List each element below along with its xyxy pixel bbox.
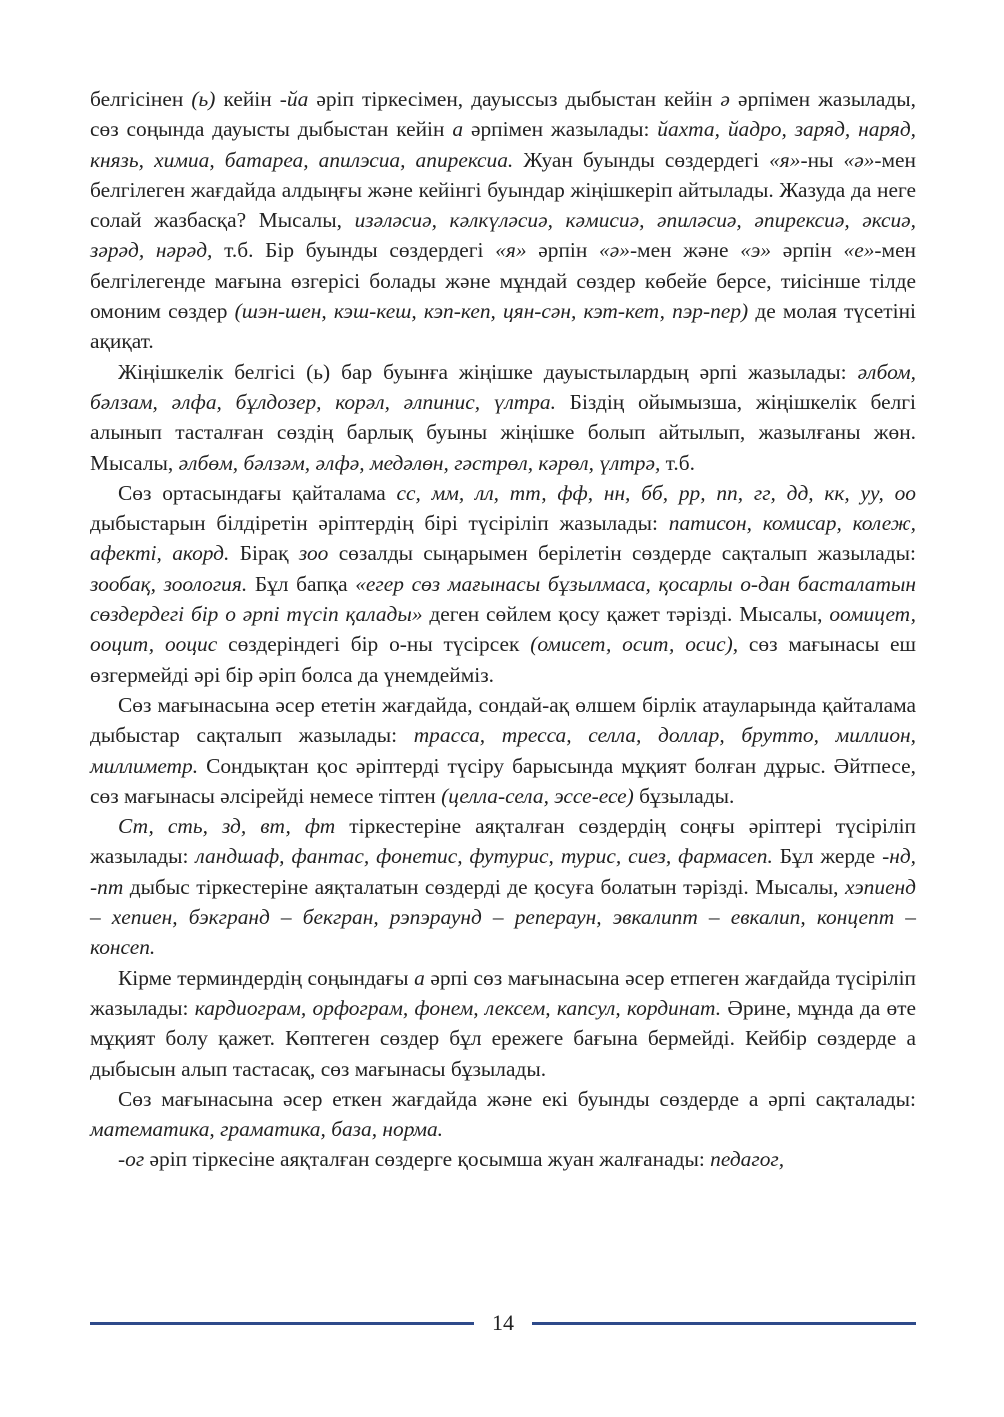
- italic-text: педагог,: [710, 1147, 785, 1172]
- italic-text: математика, граматика, база, норма.: [90, 1117, 444, 1142]
- text-run: Біздің ойымызша, жіңішкелік белгі алынып тасталған сөздің барлық буыны жіңішке болып айтылып, жазылғаны жөн. Мысалы,: [90, 389, 916, 475]
- italic-text: «я»: [495, 238, 527, 263]
- text-run: сөздеріндегі бір о-ны түсірсек: [217, 632, 531, 657]
- text-run: Кірме терминдердің соңындағы: [118, 965, 415, 990]
- text-run: Әрине, мұнда да өте мұқият болу қажет. Көптеген сөздер бұл ережеге бағына бермейді. Кейбір сөздерде а дыбысын алып тастасақ, сөз мағынасы бұзылады.: [90, 995, 916, 1081]
- italic-text: «э»: [740, 238, 772, 263]
- italic-text: -ог: [118, 1147, 145, 1172]
- italic-text: йахта, йадро, заряд, наряд, князь, химиа, батареа, апилэсиа, апирексиа.: [90, 117, 917, 172]
- text-run: Сөз мағынасына әсер еткен жағдайда және екі буынды сөздерде а әрпі сақталады:: [118, 1086, 916, 1111]
- footer-rule-left: [90, 1322, 474, 1325]
- text-run: бұзылады.: [633, 783, 735, 808]
- footer-rule-right: [532, 1322, 916, 1325]
- paragraph: [90, 690, 916, 811]
- italic-text: сс, мм, лл, тт, фф, нн, бб, рр, пп, гг, дд, кк, уу, оо: [396, 480, 916, 505]
- text-run: Сөз ортасындағы қайталама: [118, 480, 397, 505]
- text-run: -мен белгілегенде мағына өзгерісі болады және мұндай сөздер көбейе берсе, тиісінше тілде омоним сөздер: [90, 238, 917, 324]
- text-run: әрпі сөз мағынасына әсер етпеген жағдайда түсіріліп жазылады:: [90, 965, 916, 1020]
- text-run: дыбыс тіркестеріне аяқталатын сөздерді де қосуға болатын тәрізді. Мысалы,: [123, 874, 846, 899]
- text-run: Жуан буынды сөздердегі: [513, 147, 770, 172]
- italic-text: оомицет, ооцит, ооцис: [90, 602, 917, 657]
- italic-text: (омисет, осит, осис),: [530, 632, 739, 657]
- text-run: әрпін: [526, 238, 600, 263]
- text-run: Бірақ: [229, 541, 299, 566]
- italic-text: (шэн-шен, кэш-кеш, кэп-кеп, цян-сән, кэт-кет, пэр-пер): [234, 299, 749, 324]
- text-run: Жіңішкелік белгісі (ь) бар буынға жіңішке дауыстылардың әрпі жазылады:: [118, 359, 858, 384]
- italic-text: зоо: [298, 541, 329, 566]
- italic-text: (целла-села, эссе-есе): [441, 783, 634, 808]
- text-run: Сөз мағынасына әсер ететін жағдайда, сондай-ақ өлшем бірлік атауларында қайталама дыбыстар сақталып жазылады:: [90, 692, 916, 748]
- text-run: әрпімен жазылады, сөз соңында дауысты дыбыстан кейін: [90, 87, 916, 142]
- text-run: Бұл бапқа: [247, 571, 356, 596]
- italic-text: трасса, тресса, селла, доллар, брутто, миллион, миллиметр.: [90, 723, 916, 778]
- text-run: әріп тіркесіне аяқталған сөздерге қосымша жуан жалғанады:: [144, 1147, 711, 1172]
- text-run: де молая түсетіні ақиқат.: [90, 299, 916, 354]
- paragraph: [90, 811, 916, 962]
- document-body: [90, 84, 916, 1175]
- paragraph: [90, 1084, 916, 1145]
- text-run: деген сөйлем қосу қажет тәрізді. Мысалы,: [422, 602, 830, 627]
- italic-text: әлбөм, бәлзәм, әлфә, медәлөн, гәстрөл, кәрөл, үлтрә,: [178, 450, 661, 475]
- page-footer: [90, 1306, 916, 1340]
- italic-text: хэпиенд – хепиен, бэкгранд – бекгран, рэпэраунд – репераун, эвкалипт – евкалип, концепт – консеп.: [90, 874, 916, 960]
- italic-text: «я»: [769, 147, 801, 172]
- italic-text: а: [452, 117, 464, 142]
- italic-text: Ст, сть, зд, вт, фт: [118, 814, 336, 839]
- italic-text: -нд, -пт: [90, 844, 917, 899]
- italic-text: ә: [720, 87, 730, 111]
- paragraph: [90, 357, 916, 478]
- text-run: -мен белгілеген жағдайда алдыңғы және кейінгі буындар жіңішкеріп айтылады. Жазуда да неге солай жазбасқа? Мысалы,: [90, 147, 916, 233]
- text-run: әріп тіркесімен, дауыссыз дыбыстан кейін: [308, 87, 721, 111]
- text-run: тіркестеріне аяқталған сөздердің соңғы әріптері түсіріліп жазылады:: [90, 814, 917, 869]
- paragraph: [90, 478, 916, 690]
- text-run: әрпін: [771, 238, 844, 263]
- italic-text: әлбом, бәлзам, әлфа, бұлдозер, корәл, әлпинис, үлтра.: [90, 359, 916, 414]
- text-run: сөзалды сыңарымен берілетін сөздерде сақталып жазылады:: [328, 541, 916, 566]
- text-run: -ны: [800, 147, 844, 172]
- text-run: т.б.: [660, 450, 695, 475]
- italic-text: -йа: [279, 87, 309, 111]
- italic-text: (ь): [191, 87, 216, 111]
- text-run: сөз мағынасы еш өзгермейді әрі бір әріп болса да үнемдейміз.: [90, 632, 916, 687]
- paragraph: [90, 963, 916, 1084]
- text-run: Сондықтан қос әріптерді түсіру барысында мұқият болған дұрыс. Әйтпесе, сөз мағынасы әлсірейді немесе тіптен: [90, 753, 916, 808]
- text-run: -мен және: [629, 238, 741, 263]
- text-run: кейін: [215, 87, 280, 111]
- text-run: дыбыстарын білдіретін әріптердің бірі түсіріліп жазылады:: [90, 511, 669, 536]
- italic-text: «е»: [843, 238, 875, 263]
- italic-text: изәләсиә, кәлкүләсиә, кәмисиә, әпиләсиә, әпирексиә, әксиә, зәрәд, нәрәд,: [90, 208, 917, 263]
- italic-text: «егер сөз мағынасы бұзылмаса, қосарлы о-дан басталатын сөздердегі бір о әрпі түсіп қалады»: [90, 571, 916, 627]
- italic-text: а: [414, 965, 425, 990]
- italic-text: зообақ, зоология.: [90, 571, 248, 596]
- page-number: 14: [492, 1310, 514, 1335]
- italic-text: «ә»: [843, 147, 875, 172]
- italic-text: кардиограм, орфограм, фонем, лексем, капсул, кординат.: [194, 995, 722, 1020]
- italic-text: ландшаф, фантас, фонетис, футурис, турис, сиез, фармасеп.: [195, 844, 773, 869]
- text-run: әрпімен жазылады:: [463, 117, 658, 142]
- italic-text: патисон, комисар, колеж, афекті, акорд.: [90, 511, 916, 566]
- text-run: белгісінен: [90, 87, 192, 111]
- paragraph: [90, 1144, 916, 1174]
- paragraph: [90, 84, 916, 357]
- text-run: Бұл жерде: [772, 844, 883, 869]
- text-run: т.б. Бір буынды сөздердегі: [212, 238, 496, 263]
- italic-text: «ә»: [599, 238, 630, 263]
